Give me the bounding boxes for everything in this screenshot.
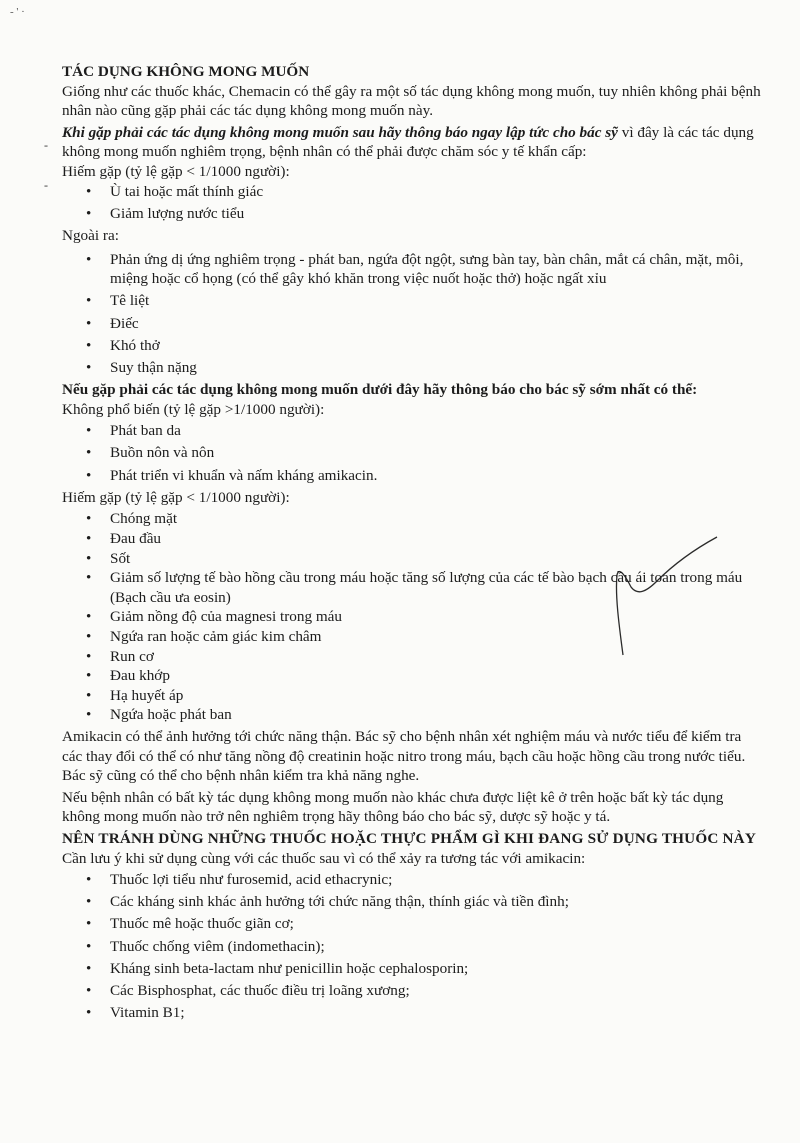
list-item: • Chóng mặt	[62, 509, 762, 529]
list-item: • Run cơ	[62, 647, 762, 667]
document-page	[62, 62, 762, 1025]
list-item: • Điếc	[62, 314, 762, 334]
rare-list-2	[62, 509, 762, 725]
urgent-rest-text: vì đây là các tác dụng không mong muốn nghiêm trọng, bệnh nhân có thể phải được chăm sóc y tế khẩn cấp:	[62, 123, 754, 161]
other-label: Ngoài ra:	[62, 226, 119, 244]
intro-paragraph: Giống như các thuốc khác, Chemacin có thể gây ra một số tác dụng không mong muốn, tuy nhiên không phải bệnh nhân nào cũng gặp phải các tác dụng không mong muốn này.	[62, 82, 761, 120]
list-item: • Đau đầu	[62, 529, 762, 549]
rare-label-2: Hiếm gặp (tỷ lệ gặp < 1/1000 người):	[62, 488, 290, 506]
list-item: • Tê liệt	[62, 291, 762, 311]
kidney-note: Amikacin có thể ảnh hưởng tới chức năng thận. Bác sỹ cho bệnh nhân xét nghiệm máu và nước tiểu để kiểm tra các thay đổi có thể có như tăng nồng độ creatinin hoặc nitro trong máu, bạch cầu hoặc hồng cầu trong nước tiểu. Bác sỹ cũng có thể cho bệnh nhân kiểm tra khả năng nghe.	[62, 727, 746, 785]
other-list	[62, 250, 762, 378]
list-item: • Đau khớp	[62, 666, 762, 686]
list-item: • Ngứa hoặc phát ban	[62, 705, 762, 725]
list-item: • Thuốc chống viêm (indomethacin);	[62, 937, 762, 957]
list-item: • Kháng sinh beta-lactam như penicillin hoặc cephalosporin;	[62, 959, 762, 979]
list-item: • Các Bisphosphat, các thuốc điều trị loãng xương;	[62, 981, 762, 1001]
margin-dash: -	[44, 138, 48, 152]
margin-dash: -	[44, 178, 48, 192]
list-item: • Hạ huyết áp	[62, 686, 762, 706]
list-item: • Ù tai hoặc mất thính giác	[62, 182, 762, 202]
interactions-list	[62, 870, 762, 1023]
list-item: • Giảm nồng độ của magnesi trong máu	[62, 607, 762, 627]
list-item: • Suy thận nặng	[62, 358, 762, 378]
section-title-interactions: NÊN TRÁNH DÙNG NHỮNG THUỐC HOẶC THỰC PHẨM GÌ KHI ĐANG SỬ DỤNG THUỐC NÀY	[62, 829, 757, 847]
list-item: • Buồn nôn và nôn	[62, 443, 762, 463]
uncommon-list	[62, 421, 762, 485]
list-item: • Khó thở	[62, 336, 762, 356]
list-item: • Giảm lượng nước tiểu	[62, 204, 762, 224]
urgent-bold-text: Khi gặp phải các tác dụng không mong muốn sau hãy thông báo ngay lập tức cho bác sỹ	[62, 123, 618, 141]
scan-artifact: - ' ·	[10, 6, 25, 18]
list-item: • Vitamin B1;	[62, 1003, 762, 1023]
soon-heading: Nếu gặp phải các tác dụng không mong muốn dưới đây hãy thông báo cho bác sỹ sớm nhất có thể:	[62, 381, 698, 399]
rare-label-1: Hiếm gặp (tỷ lệ gặp < 1/1000 người):	[62, 162, 290, 180]
list-item: • Phát ban da	[62, 421, 762, 441]
report-note: Nếu bệnh nhân có bất kỳ tác dụng không mong muốn nào khác chưa được liệt kê ở trên hoặc bất kỳ tác dụng không mong muốn nào trở nên nghiêm trọng hãy thông báo cho bác sỹ, dược sỹ hoặc y tá.	[62, 788, 724, 826]
list-item: • Thuốc mê hoặc thuốc giãn cơ;	[62, 914, 762, 934]
rare-list-1	[62, 182, 762, 224]
interactions-intro: Cần lưu ý khi sử dụng cùng với các thuốc sau vì có thể xảy ra tương tác với amikacin:	[62, 849, 586, 867]
list-item: • Sốt	[62, 549, 762, 569]
list-item: • Phản ứng dị ứng nghiêm trọng - phát ban, ngứa đột ngột, sưng bàn tay, bàn chân, mắt cá chân, mặt, môi, miệng hoặc cổ họng (có thể gây khó khăn trong việc nuốt hoặc thở) hoặc ngất xỉu	[62, 250, 762, 289]
list-item: • Ngứa ran hoặc cảm giác kim châm	[62, 627, 762, 647]
urgent-paragraph	[62, 123, 762, 162]
list-item: • Phát triển vi khuẩn và nấm kháng amikacin.	[62, 466, 762, 486]
section-title-side-effects: TÁC DỤNG KHÔNG MONG MUỐN	[62, 63, 310, 80]
list-item: • Thuốc lợi tiểu như furosemid, acid ethacrynic;	[62, 870, 762, 890]
list-item: • Giảm số lượng tế bào hồng cầu trong máu hoặc tăng số lượng của các tế bào bạch cầu ái toan trong máu (Bạch cầu ưa eosin)	[62, 568, 762, 607]
list-item: • Các kháng sinh khác ảnh hưởng tới chức năng thận, thính giác và tiền đình;	[62, 892, 762, 912]
uncommon-label: Không phổ biến (tỷ lệ gặp >1/1000 người):	[62, 400, 325, 418]
